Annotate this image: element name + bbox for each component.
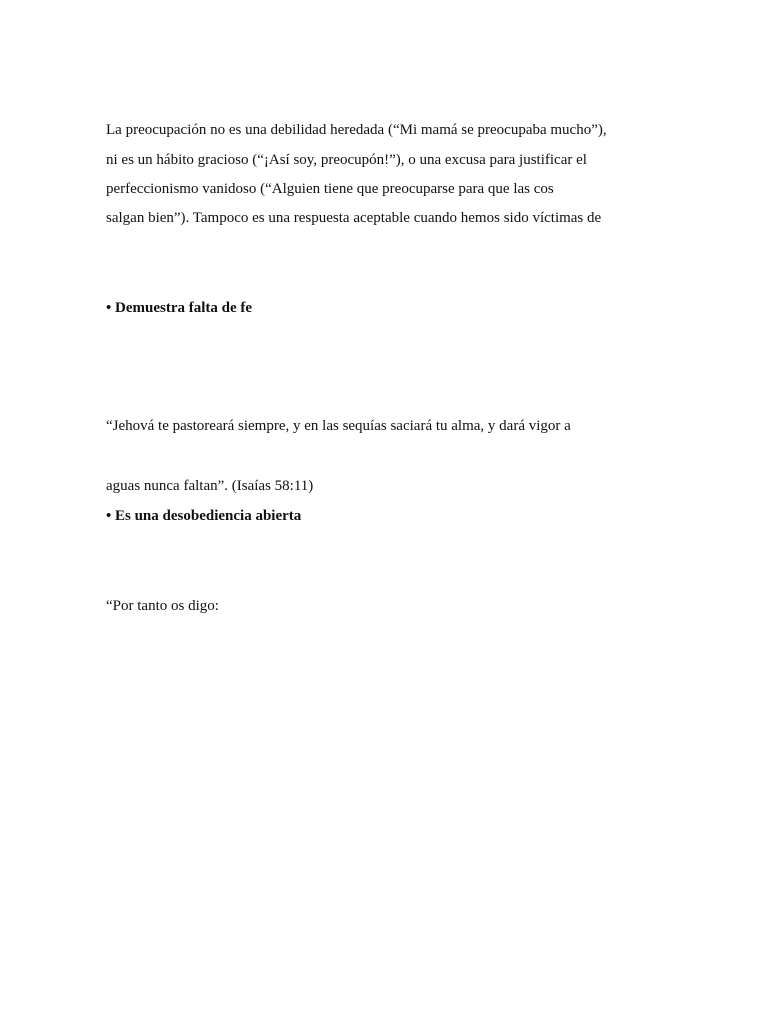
- quote-line: aguas nunca faltan”. (Isaías 58:11): [106, 478, 314, 494]
- paragraph-line: La preocupación no es una debilidad heredada (“Mi mamá se preocupaba mucho”),: [106, 122, 607, 138]
- paragraph-line: ni es un hábito gracioso (“¡Así soy, preocupón!”), o una excusa para justificar el: [106, 152, 587, 168]
- section-heading-faith: • Demuestra falta de fe: [106, 300, 253, 316]
- paragraph-line: perfeccionismo vanidoso (“Alguien tiene que preocuparse para que las cos: [106, 181, 554, 197]
- paragraph-line: salgan bien”). Tampoco es una respuesta aceptable cuando hemos sido víctimas de: [106, 210, 602, 226]
- quote-line: “Jehová te pastoreará siempre, y en las sequías saciará tu alma, y dará vigor a: [106, 418, 571, 434]
- quote-line: “Por tanto os digo:: [106, 598, 219, 614]
- section-heading-disobedience: • Es una desobediencia abierta: [106, 508, 302, 524]
